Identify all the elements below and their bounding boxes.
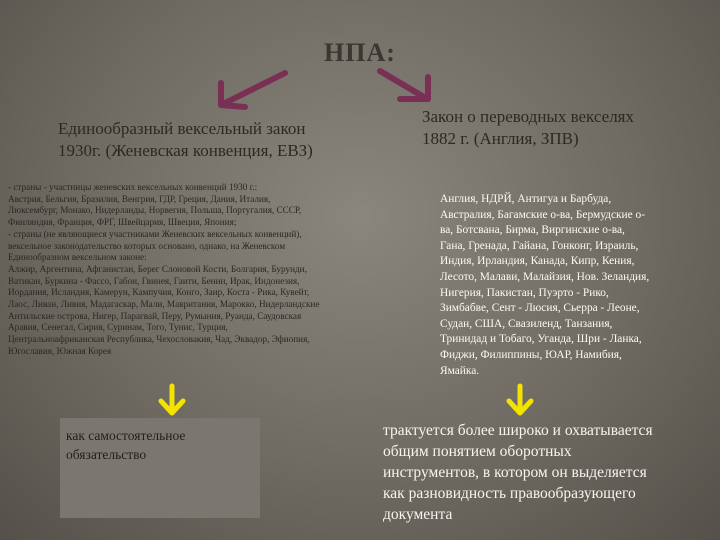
left-heading-line: 1930г. (Женевская конвенция, ЕВЗ) [58, 141, 313, 160]
text-line: Алжир, Аргентина, Афганистан, Берег Слоновой Кости, Болгария, Бурунди, [8, 263, 307, 274]
text-line: трактуется более широко и охватывается [383, 422, 653, 439]
text-line: как разновидность правообразующего [383, 485, 636, 502]
text-line: общим понятием оборотных [383, 443, 572, 460]
arrow-down-right-icon [372, 65, 442, 107]
text-line: Антильские острова, Нигер, Парагвай, Перу, Румыния, Руанда, Саудовская [8, 310, 302, 321]
text-line: Судан, США, Свазиленд, Танзания, [440, 317, 613, 330]
text-line: документа [383, 506, 453, 523]
text-line: Тринидад и Тобаго, Уганда, Шри - Ланка, [440, 333, 642, 346]
text-line: Финляндия, Франция, ФРГ, Швейцария, Швеция, Япония; [8, 217, 237, 228]
text-line: - страны - участницы женевских вексельных конвенций 1930 г.: [8, 182, 258, 192]
text-line: Нигерия, Пакистан, Пуэрто - Рико, [440, 286, 609, 299]
text-line: Ватикан, Буркина - Фассо, Габон, Гвинея, Гаити, Бенин, Ирак, Индонезия, [8, 275, 300, 286]
text-line: Фиджи, Филиппины, ЮАР, Намибия, [440, 348, 622, 361]
text-line: Единообразном вексельном законе: [8, 252, 147, 263]
left-heading-line: Единообразный вексельный закон [58, 119, 306, 138]
text-line: Англия, НДРЙ, Антигуа и Барбуда, [440, 193, 612, 205]
text-line: вексельное законодательство которых основано, однако, на Женевском [8, 240, 286, 251]
text-line: обязательство [66, 447, 147, 462]
text-line: Люксембург, Монако, Нидерланды, Норвегия, Польша, Португалия, СССР, [8, 205, 302, 216]
arrow-down-icon [157, 383, 187, 417]
text-line: Австрия, Бельгия, Бразилия, Венгрия, ГДР, Греция, Дания, Италия, [8, 193, 271, 204]
slide-title: НПА: [324, 38, 396, 67]
text-line: Австралия, Багамские о-ва, Бермудские о- [440, 208, 646, 221]
right-heading-line: 1882 г. (Англия, ЗПВ) [422, 129, 579, 148]
text-line: Зимбабве, Сент - Люсия, Сьерра - Леоне, [440, 302, 640, 315]
text-line: Индия, Ирландия, Канада, Кипр, Кения, [440, 255, 635, 268]
text-line: Ямайка. [440, 364, 480, 377]
negotiable-instrument-text [383, 420, 718, 525]
text-line: Аравия, Сенегал, Сирия, Суринам, Того, Тунис, Турция, [8, 322, 228, 333]
arrow-down-left-icon [205, 65, 295, 115]
right-heading-line: Закон о переводных векселях [422, 107, 634, 126]
geneva-countries-text [8, 182, 408, 358]
text-line: Центральноафриканская Республика, Чехословакия, Чад, Эквадор, Эфиопия, [8, 334, 310, 345]
text-line: ва, Ботсвана, Бирма, Виргинские о-ва, [440, 224, 625, 237]
right-heading [422, 106, 692, 150]
text-line: как самостоятельное [66, 428, 186, 443]
text-line: инструментов, в котором он выделяется [383, 464, 647, 481]
left-heading [58, 118, 388, 162]
text-line: Иордания, Исландия, Камерун, Кампучия, Конго, Заир, Коста - Рика, Кувейт, [8, 287, 310, 298]
text-line: Лаос, Ливан, Ливия, Мадагаскар, Мали, Мавритания, Марокко, Нидерландские [8, 299, 320, 310]
english-law-countries-text [440, 192, 718, 379]
text-line: - страны (не являющиеся участниками Женевских вексельных конвенций), [8, 228, 302, 239]
text-line: Лесото, Малави, Малайзия, Нов. Зеландия, [440, 270, 650, 283]
text-line: Югославия, Южная Корея [8, 345, 112, 356]
obligation-box-text [66, 426, 256, 464]
text-line: Гана, Гренада, Гайана, Гонконг, Израиль, [440, 239, 639, 252]
arrow-down-icon [505, 383, 535, 417]
